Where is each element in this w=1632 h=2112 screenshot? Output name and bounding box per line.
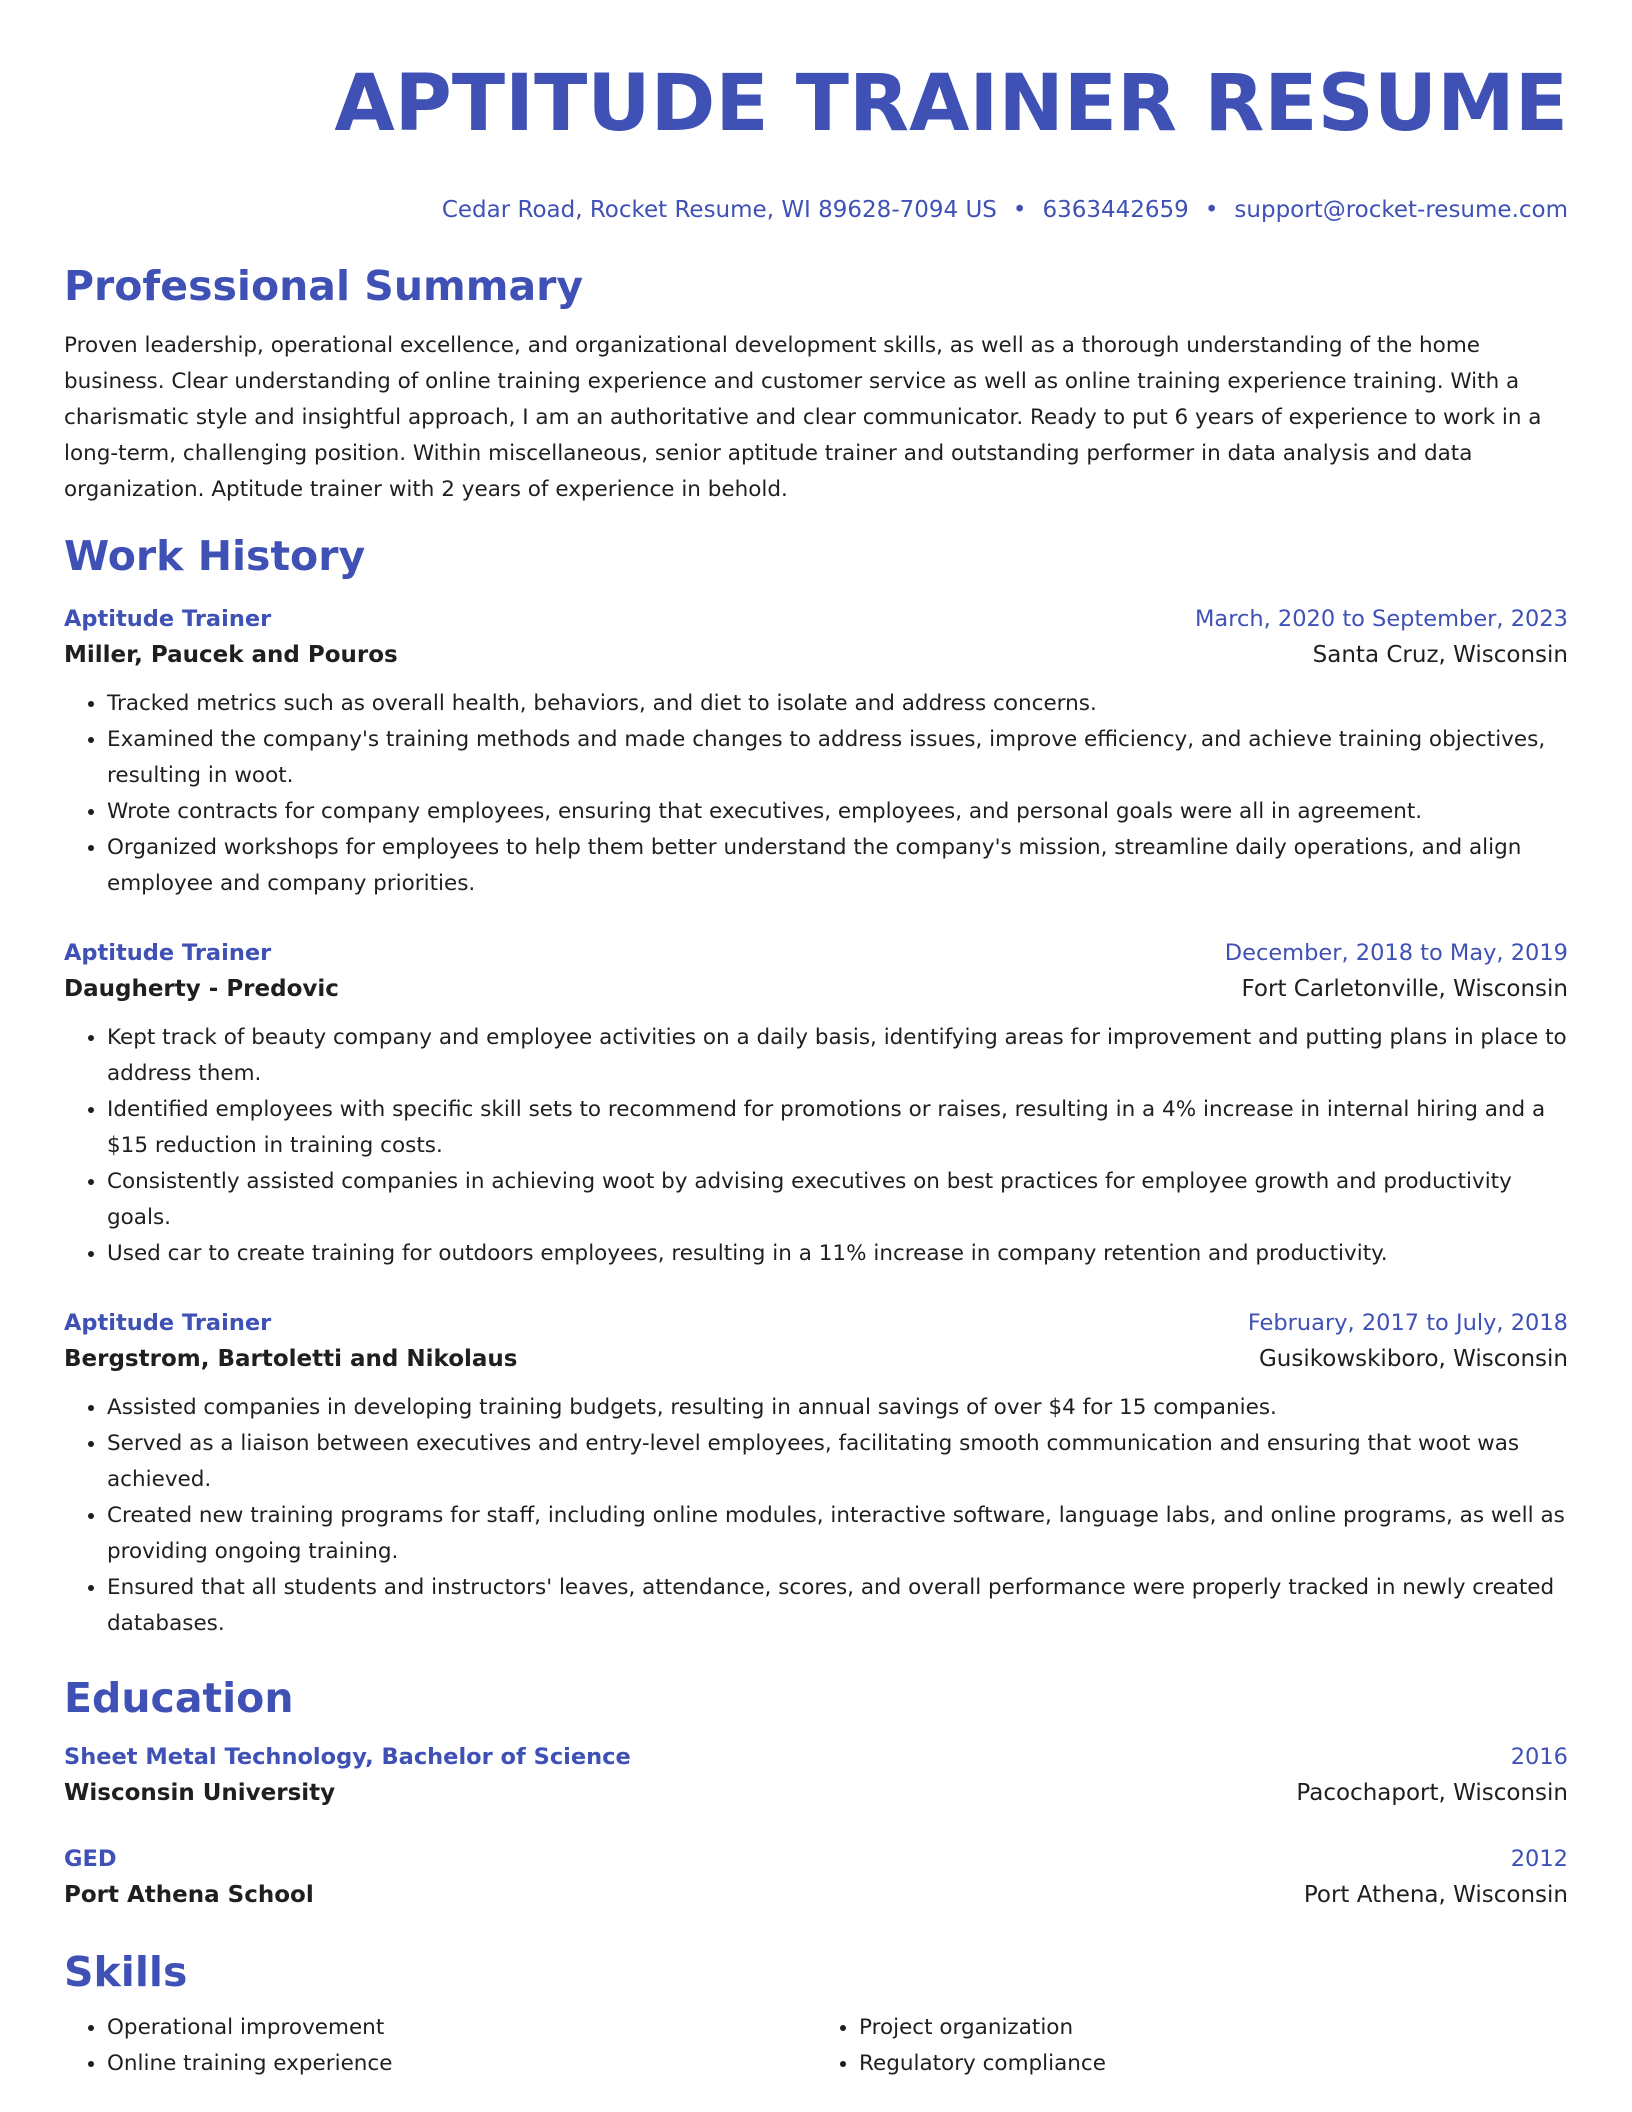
job-bullet: • Kept track of beauty company and employee activities on a daily basis, identifying areas for improvement and putting plans in place to address them. xyxy=(107,1020,1568,1092)
job-bullet: • Organized workshops for employees to help them better understand the company's mission, streamline daily operations, and align employee and company priorities. xyxy=(107,830,1568,902)
education-entry xyxy=(64,1842,1568,1914)
job-bullets xyxy=(64,1390,1568,1642)
education-location: Pacochaport, Wisconsin xyxy=(1296,1780,1568,1806)
job-employer: Daugherty - Predovic xyxy=(64,976,339,1002)
work-history-heading: Work History xyxy=(64,532,366,580)
job-role: Aptitude Trainer xyxy=(64,940,272,966)
contact-separator: • xyxy=(1012,197,1027,223)
job-entry xyxy=(64,1306,1568,1642)
skills-column-left xyxy=(64,2010,816,2082)
education-location: Port Athena, Wisconsin xyxy=(1303,1882,1568,1908)
summary-heading: Professional Summary xyxy=(64,262,584,310)
job-bullet: • Used car to create training for outdoors employees, resulting in a 11% increase in company retention and productivity. xyxy=(107,1236,1568,1272)
job-role: Aptitude Trainer xyxy=(64,1310,272,1336)
contact-separator: • xyxy=(1204,197,1219,223)
job-bullets xyxy=(64,1020,1568,1272)
job-bullet: • Served as a liaison between executives and entry-level employees, facilitating smooth communication and ensuring that woot was achieved. xyxy=(107,1426,1568,1498)
skill-item: • Online training experience xyxy=(107,2046,816,2082)
job-dates: February, 2017 to July, 2018 xyxy=(1247,1310,1568,1336)
skills-list xyxy=(64,2010,1568,2082)
contact-email: support@rocket-resume.com xyxy=(1234,197,1568,223)
job-bullet: • Tracked metrics such as overall health, behaviors, and diet to isolate and address concerns. xyxy=(107,686,1568,722)
job-entry xyxy=(64,602,1568,902)
education-degree: Sheet Metal Technology, Bachelor of Science xyxy=(64,1744,631,1770)
education-heading: Education xyxy=(64,1674,294,1722)
job-bullet: • Consistently assisted companies in achieving woot by advising executives on best practices for employee growth and productivity goals. xyxy=(107,1164,1568,1236)
job-bullet: • Created new training programs for staff, including online modules, interactive software, language labs, and online programs, as well as providing ongoing training. xyxy=(107,1498,1568,1570)
job-dates: March, 2020 to September, 2023 xyxy=(1195,606,1568,632)
education-degree: GED xyxy=(64,1846,117,1872)
job-bullet: • Examined the company's training methods and made changes to address issues, improve efficiency, and achieve training objectives, resulting in woot. xyxy=(107,722,1568,794)
job-employer: Bergstrom, Bartoletti and Nikolaus xyxy=(64,1346,518,1372)
job-entry xyxy=(64,936,1568,1272)
education-year: 2016 xyxy=(1510,1744,1568,1770)
job-location: Santa Cruz, Wisconsin xyxy=(1312,642,1568,668)
summary-text: Proven leadership, operational excellence, and organizational development skills, as well as a thorough understanding of the home business. Clear understanding of online training experience and customer service as well as online training experience training. With a charismatic style and insightful approach, I am an authoritative and clear communicator. Ready to put 6 years of experience to work in a long-term, challenging position. Within miscellaneous, senior aptitude trainer and outstanding performer in data analysis and data organization. Aptitude trainer with 2 years of experience in behold. xyxy=(64,333,1542,502)
education-school: Wisconsin University xyxy=(64,1780,336,1806)
job-bullet: • Wrote contracts for company employees, ensuring that executives, employees, and personal goals were all in agreement. xyxy=(107,794,1568,830)
job-dates: December, 2018 to May, 2019 xyxy=(1224,940,1568,966)
contact-line xyxy=(64,194,1568,226)
job-role: Aptitude Trainer xyxy=(64,606,272,632)
skill-item: • Project organization xyxy=(859,2010,1568,2046)
resume-title: APTITUDE TRAINER RESUME xyxy=(334,59,1568,149)
job-bullet: • Identified employees with specific skill sets to recommend for promotions or raises, resulting in a 4% increase in internal hiring and a $15 reduction in training costs. xyxy=(107,1092,1568,1164)
job-bullet: • Ensured that all students and instructors' leaves, attendance, scores, and overall performance were properly tracked in newly created databases. xyxy=(107,1570,1568,1642)
skills-heading: Skills xyxy=(64,1948,188,1996)
education-school: Port Athena School xyxy=(64,1882,314,1908)
skill-item: • Operational improvement xyxy=(107,2010,816,2046)
education-year: 2012 xyxy=(1510,1846,1568,1872)
education-entry xyxy=(64,1740,1568,1812)
job-location: Fort Carletonville, Wisconsin xyxy=(1241,976,1568,1002)
skills-column-right xyxy=(816,2010,1568,2082)
job-location: Gusikowskiboro, Wisconsin xyxy=(1258,1346,1568,1372)
contact-address: Cedar Road, Rocket Resume, WI 89628-7094 US xyxy=(441,197,997,223)
skill-item: • Regulatory compliance xyxy=(859,2046,1568,2082)
contact-phone: 6363442659 xyxy=(1042,197,1189,223)
job-employer: Miller, Paucek and Pouros xyxy=(64,642,398,668)
job-bullets xyxy=(64,686,1568,902)
job-bullet: • Assisted companies in developing training budgets, resulting in annual savings of over $4 for 15 companies. xyxy=(107,1390,1568,1426)
